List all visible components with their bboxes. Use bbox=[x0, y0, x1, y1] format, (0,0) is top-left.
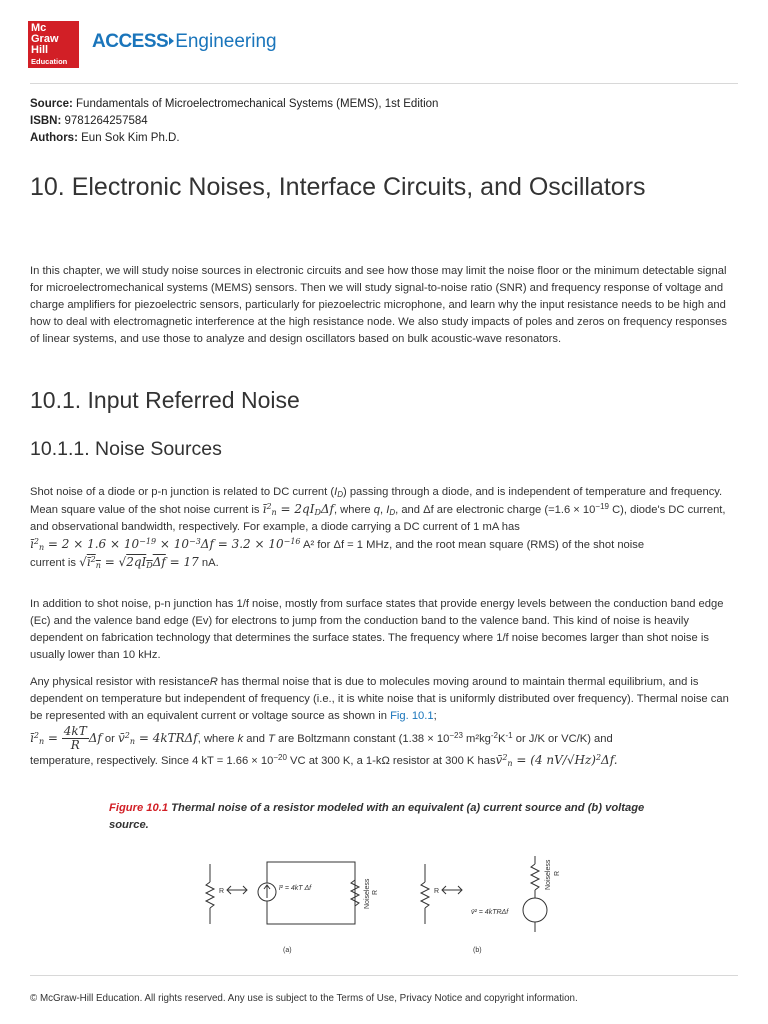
eq-shot-example: ī$^2_n$ = $2 \times 1.6 \times 10^{-19} \times 10^{-3}\Delta f = 3.2 \times 10^{-16}$ bbox=[30, 537, 301, 552]
p3-text-k: temperature, respectively. Since 4 kT = 1.66 × 10 bbox=[30, 755, 274, 767]
header-divider bbox=[30, 83, 738, 84]
figure-caption bbox=[109, 800, 669, 834]
intro-paragraph: In this chapter, we will study noise sources in electronic circuits and see how those may limit the noise floor or the minimum detectable signal for microelectromechanical systems (MEMS) sensors. Then we will study signal-to-noise ratio (SNR) and frequency response of voltage and charge amplifiers for piezoelectric sensors, particularly for piezoelectric microphone, and learn why the input resistance needs to be high and how to deal with electromagnetic interference at the high resistance node. We also study impacts of poles and zeros on frequency responses of linear systems, and use those to analyze and design oscillators based on bulk acoustic-wave resonators. bbox=[30, 265, 727, 345]
p3-text-e: and bbox=[243, 733, 269, 745]
footer-divider bbox=[30, 975, 738, 976]
p1-text-e: C), diode's DC current, and observational bandwidth, respectively. For example, a diode carrying a DC current of 1 mA has bbox=[30, 504, 726, 533]
p3-text-b: has thermal noise that is due to molecules moving around to maintain thermal equilibrium, and is dependent on temperature but independent of frequency (i.e., it is white noise that is uniformly distributed over frequency). Thermal noise can be represented with an equivalent current or voltage source as shown in bbox=[30, 676, 729, 722]
p3-text-c: ; bbox=[433, 710, 437, 722]
shot-noise-paragraph: Shot noise of a diode or p-n junction is related to DC current $(I_D)$ passing through a diode, and is independent of temperature and frequency. Mean square value of the shot noise current is ī$^2_n$ = $2qI_D\Delta f$, where q, $I_D$, and Δf are electronic charge ($=1.6 \times 10^{-19}$ C), diode's DC current, and observational bandwidth, respectively. For example, a diode carrying a DC current of 1 mA has ī$^2_n$ = $2 \times 1.6 \times 10^{-19} \times 10^{-3}\Delta f = 3.2 \times 10^{-16}$ A² for Δf = 1 MHz, and the root mean square (RMS) of the shot noise current is √ī$^2_n$ = $√2qI_D\Delta f = 17$ nA. bbox=[30, 486, 726, 570]
fig-b-noiseless-r: R bbox=[554, 870, 561, 876]
mcgraw-hill-logo[interactable] bbox=[28, 21, 79, 68]
chapter-title: 10. Electronic Noises, Interface Circuits, and Oscillators bbox=[30, 173, 646, 201]
p1-text-a: Shot noise of a diode or p-n junction is related to DC current ( bbox=[30, 486, 335, 498]
fig-a-noiseless: Noiseless bbox=[364, 878, 371, 909]
p1-text-c: , where bbox=[333, 504, 374, 516]
fig-a-r-label: R bbox=[219, 888, 225, 895]
p1-text-d: , and Δf are electronic charge (=1.6 × 10 bbox=[395, 504, 596, 516]
figure-label: Figure 10.1 bbox=[109, 802, 169, 814]
figure-caption-text: Thermal noise of a resistor modeled with an equivalent (a) current source and (b) voltage source. bbox=[109, 802, 645, 831]
svg-text:v̄² = 4kTRΔf: v̄² = 4kTRΔf bbox=[471, 909, 509, 916]
source-label: Source: bbox=[30, 98, 73, 110]
authors-label: Authors: bbox=[30, 132, 78, 144]
svg-text:ī² = 4kT Δf: ī² = 4kT Δf bbox=[279, 885, 312, 892]
p3-text-g: m²kg bbox=[462, 733, 491, 745]
access-engineering-brand[interactable] bbox=[92, 31, 277, 53]
eq-shot-noise: ī$^2_n$ = $2qI_D\Delta f$ bbox=[262, 502, 334, 517]
section-title: 10.1. Input Referred Noise bbox=[30, 387, 300, 413]
thermal-noise-paragraph: Any physical resistor with resistanceR has thermal noise that is due to molecules moving around to maintain thermal equilibrium, and is dependent on temperature but independent of frequency (i.e., it is white noise that is uniformly distributed over frequency). Thermal noise can be represented with an equivalent current or voltage source as shown in Fig. 10.1; ī$^2_n$ = $\frac{4kT}{R}$ Δf or v̄$^2_n$ = 4kTRΔf, where k and T are Boltzmann constant ($1.38 \times 10^{-23}$ $m^2kg^{-2}K^{-1}$ or J/K or VC/K) and temperature, respectively. Since 4 kT = $1.66 \times 10^{-20}$ VC at 300 K, a 1-kΩ resistor at 300 K hasv̄$^2_n$ = (4 nV/√Hz)$^2$Δf. bbox=[30, 676, 729, 768]
isbn-value: 9781264257584 bbox=[64, 115, 148, 127]
eq-thermal-current: ī$^2_n$ = $\frac{4kT}{R}$ Δf bbox=[30, 724, 102, 752]
source-value: Fundamentals of Microelectromechanical Systems (MEMS), 1st Edition bbox=[76, 98, 439, 110]
brand-arrow-icon bbox=[169, 37, 174, 45]
eq-thermal-voltage: v̄$^2_n$ = 4kTRΔf bbox=[117, 731, 198, 746]
brand-access: ACCESS bbox=[92, 31, 169, 52]
logo-line-2: Graw bbox=[31, 33, 59, 45]
logo-line-1: Mc bbox=[31, 22, 47, 34]
authors-value: Eun Sok Kim Ph.D. bbox=[81, 132, 180, 144]
fig-a-noiseless-r: R bbox=[372, 889, 379, 895]
isbn-label: ISBN: bbox=[30, 115, 62, 127]
flicker-noise-paragraph: In addition to shot noise, p-n junction has 1/f noise, mostly from surface states that provide energy levels between the conduction band edge (Ec) and the valence band edge (Ev) for electrons to jump from the conduction band to the valence band. This kind of noise is heavily dependent on fabrication technology that determines the surface states. The frequency where 1/f noise becomes larger than shot noise is usually lower than 10 kHz. bbox=[30, 598, 724, 661]
source-meta bbox=[30, 96, 438, 147]
p1-text-b: ) passing through a diode, and is independent of temperature and frequency. Mean square value of the shot noise current is bbox=[30, 486, 723, 516]
eq-rms: √ī$^2_n$ = $√2qI_D\Delta f = 17$ bbox=[79, 555, 199, 570]
fig-b-r-label: R bbox=[434, 888, 440, 895]
brand-engineering: Engineering bbox=[175, 31, 277, 52]
p3-or: or bbox=[101, 733, 118, 745]
fig-10-1-link[interactable]: Fig. 10.1 bbox=[390, 710, 434, 722]
logo-line-3: Hill bbox=[31, 44, 49, 56]
p3-text-a: Any physical resistor with resistance bbox=[30, 676, 210, 688]
logo-sub: Education bbox=[31, 57, 68, 66]
p3-text-d: , where bbox=[197, 733, 238, 745]
fig-sub-a: (a) bbox=[283, 947, 292, 954]
fig-b-noiseless: Noiseless bbox=[545, 859, 552, 890]
p3-text-j: or J/K or VC/K) and bbox=[512, 733, 613, 745]
fig-sub-b: (b) bbox=[473, 947, 482, 954]
p3-text-l: VC at 300 K, a 1-kΩ resistor at 300 K has bbox=[286, 755, 496, 767]
eq-thermal-example: v̄$^2_n$ = (4 nV/√Hz)$^2$Δf. bbox=[495, 753, 618, 768]
p1-text-f: A² for Δf = 1 MHz, and the root mean square (RMS) of the shot noise bbox=[300, 539, 645, 551]
copyright-footer: © McGraw-Hill Education. All rights reserved. Any use is subject to the Terms of Use, Privacy Notice and copyright information. bbox=[30, 993, 578, 1004]
p1-text-h: nA. bbox=[198, 557, 219, 569]
thermal-noise-figure bbox=[195, 852, 585, 957]
subsection-title: 10.1.1. Noise Sources bbox=[30, 438, 222, 460]
p1-text-g: current is bbox=[30, 557, 80, 569]
p3-text-f: are Boltzmann constant (1.38 × 10 bbox=[274, 733, 450, 745]
